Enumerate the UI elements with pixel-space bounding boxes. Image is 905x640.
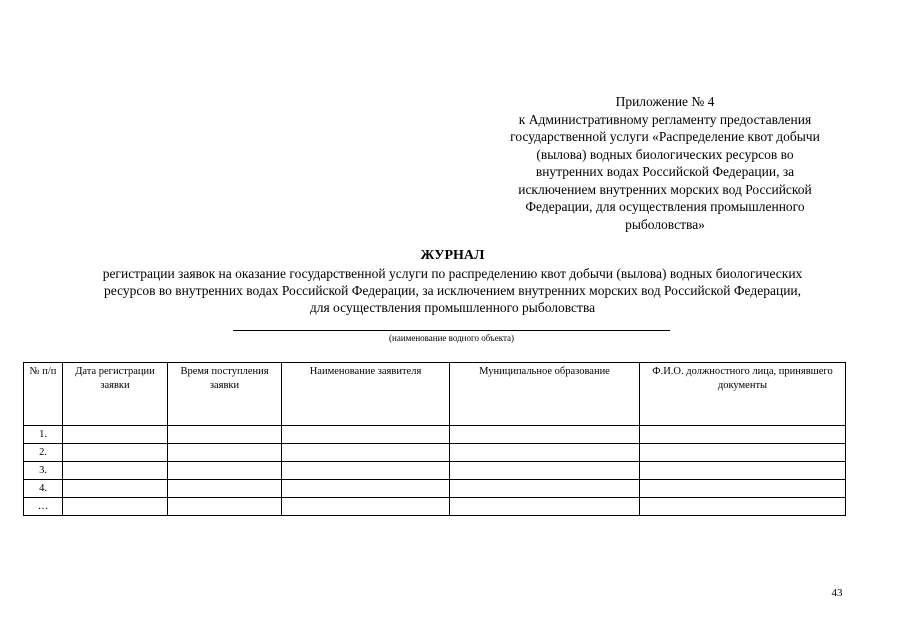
journal-subtitle-line: ресурсов во внутренних водах Российской Федерации, за исключением внутренних морских вод Российской Федерации, xyxy=(103,283,802,298)
header-cell-receipt-time: Время поступления заявки xyxy=(168,363,282,426)
journal-subtitle-line: для осуществления промышленного рыболовства xyxy=(309,300,596,315)
journal-subtitle-line: регистрации заявок на оказание государственной услуги по распределению квот добычи (вылова) водных биологических xyxy=(102,266,803,281)
table-cell xyxy=(168,498,282,516)
table-cell xyxy=(282,426,450,444)
table-cell xyxy=(63,462,168,480)
water-object-fill-line xyxy=(233,330,670,331)
table-cell xyxy=(640,480,846,498)
table-cell xyxy=(640,426,846,444)
table-row xyxy=(24,426,846,444)
table-cell xyxy=(450,444,640,462)
appendix-line: внутренних водах Российской Федерации, за xyxy=(535,164,795,179)
page-number: 43 xyxy=(831,587,843,599)
appendix-line: государственной услуги «Распределение квот добычи xyxy=(510,129,820,144)
table-cell xyxy=(63,480,168,498)
appendix-line: исключением внутренних морских вод Российской xyxy=(518,181,812,197)
table-cell xyxy=(168,480,282,498)
table-cell xyxy=(640,462,846,480)
header-cell-municipality: Муниципальное образование xyxy=(450,363,640,426)
table-cell xyxy=(168,426,282,444)
table-cell-number: 1. xyxy=(24,426,63,444)
header-cell-registration-date: Дата регистрации заявки xyxy=(63,363,168,426)
table-cell xyxy=(450,462,640,480)
table-cell-number: 4. xyxy=(24,480,63,498)
table-cell xyxy=(63,426,168,444)
table-cell xyxy=(282,462,450,480)
table-cell xyxy=(450,426,640,444)
registration-table xyxy=(23,362,846,516)
table-cell xyxy=(168,462,282,480)
appendix-line: (вылова) водных биологических ресурсов во xyxy=(536,146,794,162)
table-cell xyxy=(640,498,846,516)
appendix-line: рыболовства» xyxy=(625,216,705,232)
journal-subtitle xyxy=(30,265,875,316)
appendix-line: к Административному регламенту предоставления xyxy=(518,111,812,127)
appendix-line: Федерации, для осуществления промышленного xyxy=(525,199,805,214)
table-cell-number: 3. xyxy=(24,462,63,480)
table-cell xyxy=(282,444,450,462)
appendix-line: Приложение № 4 xyxy=(615,94,715,109)
table-cell xyxy=(450,498,640,516)
journal-title: ЖУРНАЛ xyxy=(420,248,485,263)
table-cell xyxy=(450,480,640,498)
table-cell-number: … xyxy=(24,498,63,516)
table-cell xyxy=(282,480,450,498)
table-cell xyxy=(63,444,168,462)
table-cell xyxy=(640,444,846,462)
table-cell-number: 2. xyxy=(24,444,63,462)
header-cell-official-name: Ф.И.О. должностного лица, принявшего документы xyxy=(640,363,846,426)
table-row xyxy=(24,498,846,516)
table-row xyxy=(24,462,846,480)
table-row xyxy=(24,444,846,462)
header-cell-applicant-name: Наименование заявителя xyxy=(282,363,450,426)
table-cell xyxy=(168,444,282,462)
water-object-caption: (наименование водного объекта) xyxy=(389,333,514,343)
table-cell xyxy=(282,498,450,516)
appendix-reference xyxy=(470,93,860,233)
table-cell xyxy=(63,498,168,516)
header-cell-number: № п/п xyxy=(24,363,63,426)
table-header-row xyxy=(24,363,846,426)
table-row xyxy=(24,480,846,498)
